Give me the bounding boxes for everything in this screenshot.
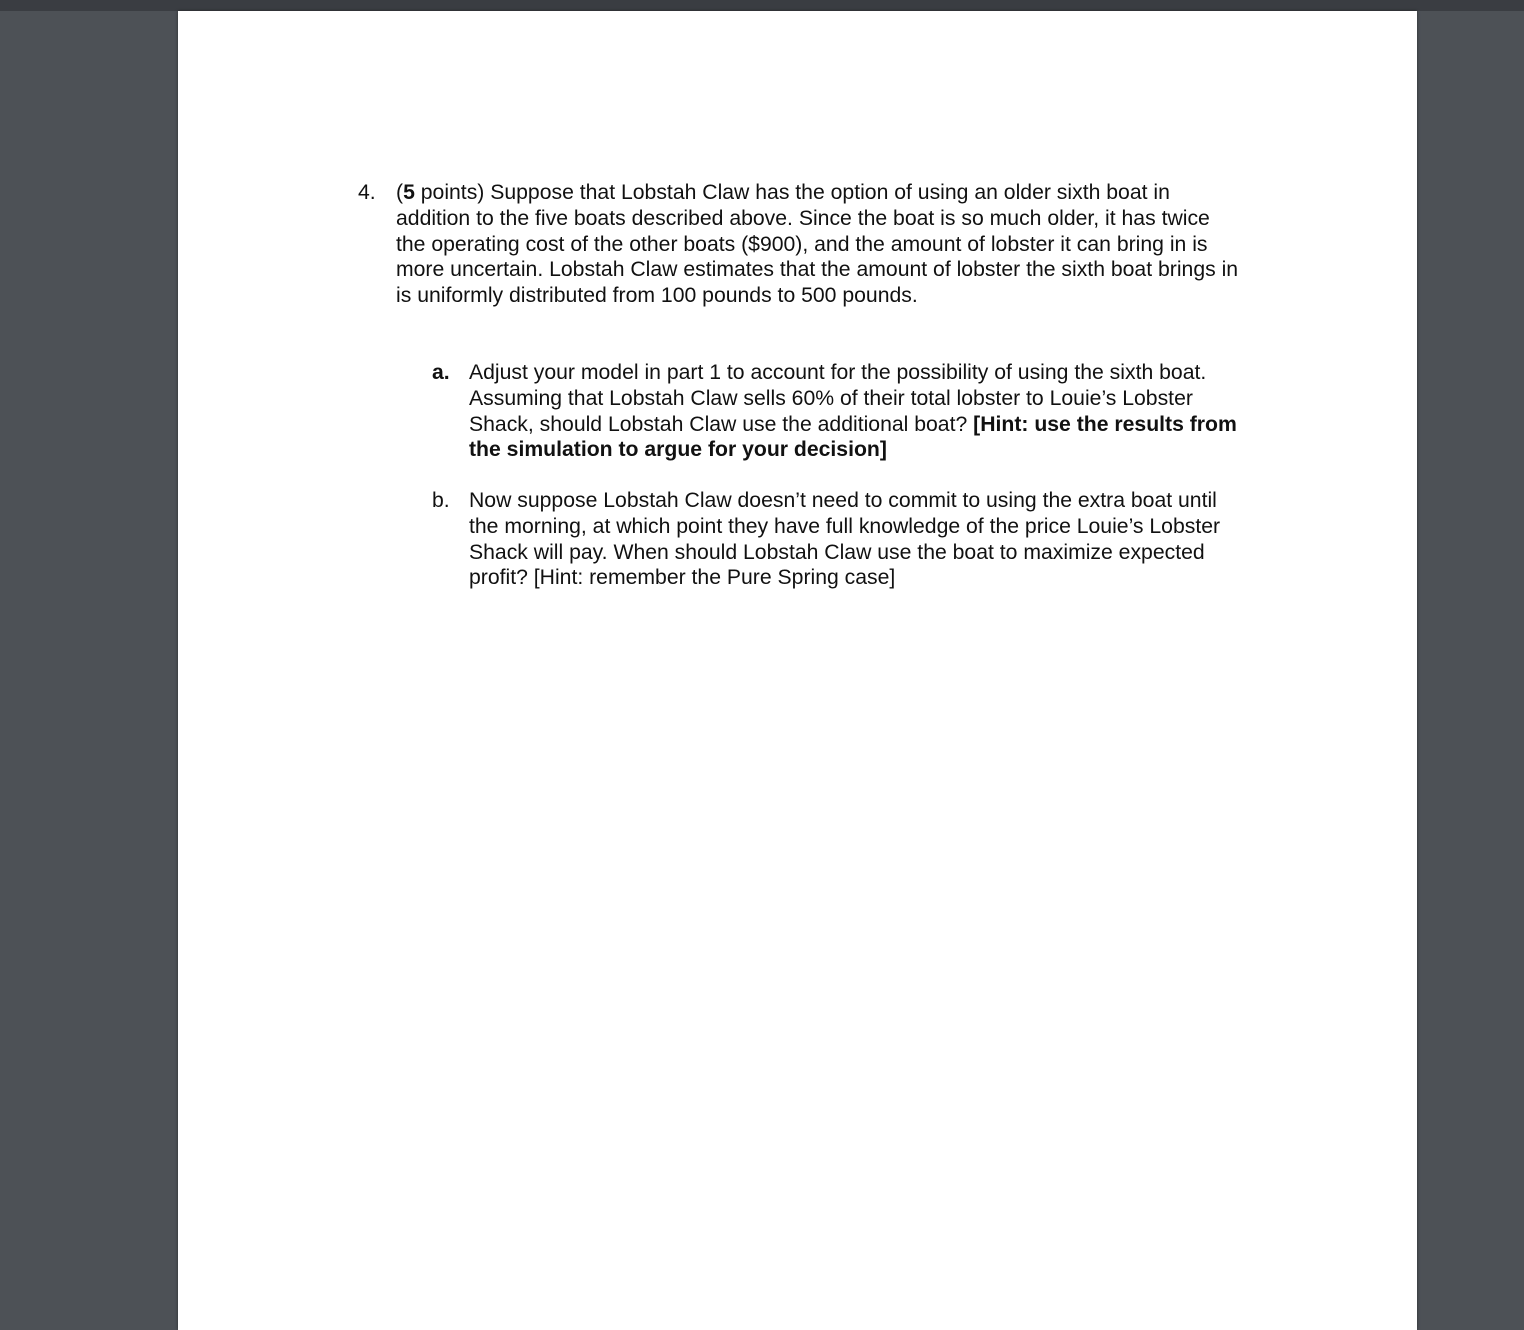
points-suffix: points) — [414, 181, 485, 204]
part-a-label: a. — [432, 361, 450, 384]
part-a-hint: [Hint: use the results from the simulation to argue for your decision] — [469, 412, 1237, 462]
question-4 — [358, 180, 1243, 309]
part-a-text: Adjust your model in part 1 to account for the possibility of using the sixth boat. Assuming that Lobstah Claw sells 60% of their total lobster to Louie’s Lobster Shack, should Lobstah Claw use the additional boat? — [469, 361, 1207, 436]
points-value: 5 — [403, 181, 415, 204]
question-text: Suppose that Lobstah Claw has the option of using an older sixth boat in addition to the five boats described above. Since the boat is so much older, it has twice the operating cost of the other boats ($900), and the amount of lobster it can bring in is more uncertain. Lobstah Claw estimates that the amount of lobster the sixth boat brings in is uniformly distributed from 100 pounds to 500 pounds. — [396, 181, 1239, 308]
part-b-body — [469, 488, 1252, 591]
viewer-top-bar — [0, 0, 1524, 11]
part-b-text: Now suppose Lobstah Claw doesn’t need to commit to using the extra boat until the morning, at which point they have full knowledge of the price Louie’s Lobster Shack will pay. When should Lobstah Claw use the boat to maximize expected profit? [Hint: remember the Pure Spring case] — [469, 489, 1221, 590]
part-a — [432, 360, 1252, 463]
question-4-body — [396, 180, 1243, 309]
part-a-body — [469, 360, 1252, 463]
question-number: 4. — [358, 181, 376, 204]
part-b — [432, 488, 1252, 591]
points-open-paren: ( — [396, 181, 404, 204]
document-page — [178, 11, 1417, 1330]
part-b-label: b. — [432, 489, 450, 512]
